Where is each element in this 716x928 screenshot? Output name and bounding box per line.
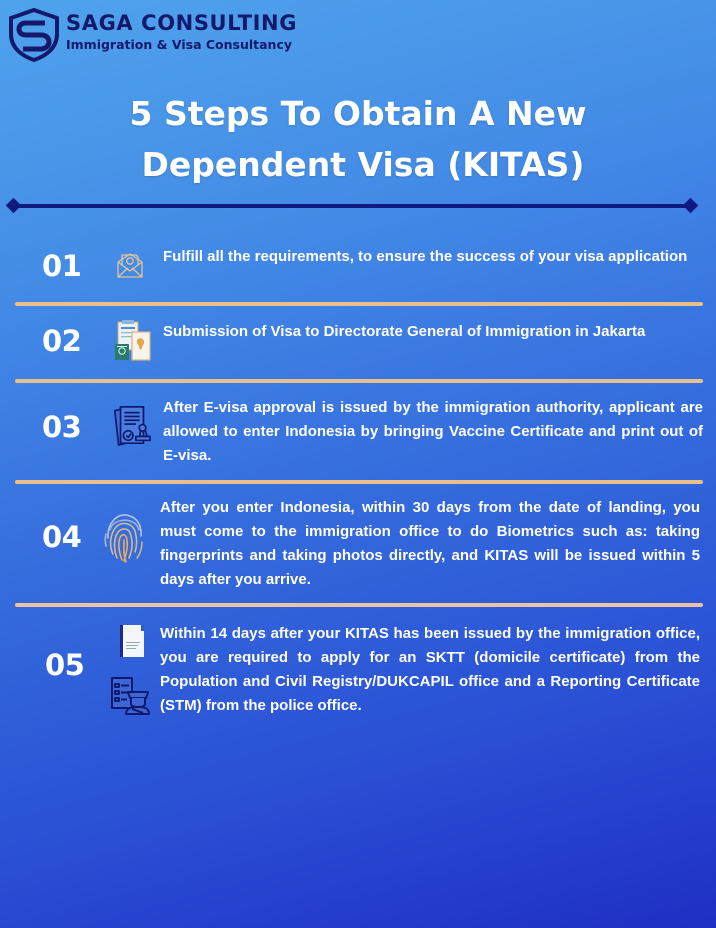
police-officer-report-icon	[110, 676, 150, 716]
brand-block	[66, 11, 297, 54]
title-line-1: 5 Steps To Obtain A New	[129, 94, 587, 133]
brand-tagline: Immigration & Visa Consultancy	[66, 37, 293, 52]
step-number: 01	[42, 249, 82, 283]
fingerprint-icon	[104, 510, 144, 566]
title-line-2: Dependent Visa (KITAS)	[141, 145, 585, 184]
step-number: 04	[42, 520, 82, 554]
divider-diamond-left-icon	[6, 198, 22, 214]
page-title	[0, 88, 716, 190]
documents-passport-icon	[112, 318, 152, 362]
step-separator	[15, 603, 703, 607]
step-separator	[15, 480, 703, 484]
step-description: Fulfill all the requirements, to ensure the success of your visa application	[163, 248, 688, 265]
document-icon	[119, 624, 145, 658]
brand-name: SAGA CONSULTING	[66, 11, 298, 35]
step-separator	[15, 302, 703, 306]
divider-diamond-right-icon	[683, 198, 699, 214]
step-description: After you enter Indonesia, within 30 days from the date of landing, you must come to the immigration office to do Biometrics such as: taking fingerprints and taking photos directly, and KITAS will be issued within 5 days after you arrive.	[160, 499, 700, 588]
step-separator	[15, 379, 703, 383]
step-description: Within 14 days after your KITAS has been issued by the immigration office, you are required to apply for an SKTT (domicile certificate) from the Population and Civil Registry/DUKCAPIL office and a Reporting Certificate (STM) from the police office.	[160, 625, 700, 714]
step-description: Submission of Visa to Directorate General of Immigration in Jakarta	[163, 323, 646, 340]
title-divider	[12, 204, 692, 208]
step-number: 02	[42, 324, 82, 358]
shield-s-logo-icon	[8, 8, 60, 62]
step-number: 03	[42, 410, 82, 444]
certificate-stamp-icon	[112, 405, 152, 447]
open-envelope-icon	[115, 250, 145, 280]
step-number: 05	[45, 648, 85, 682]
step-description: After E-visa approval is issued by the immigration authority, applicant are allowed to enter Indonesia by bringing Vaccine Certificate and print out of E-visa.	[163, 399, 703, 464]
